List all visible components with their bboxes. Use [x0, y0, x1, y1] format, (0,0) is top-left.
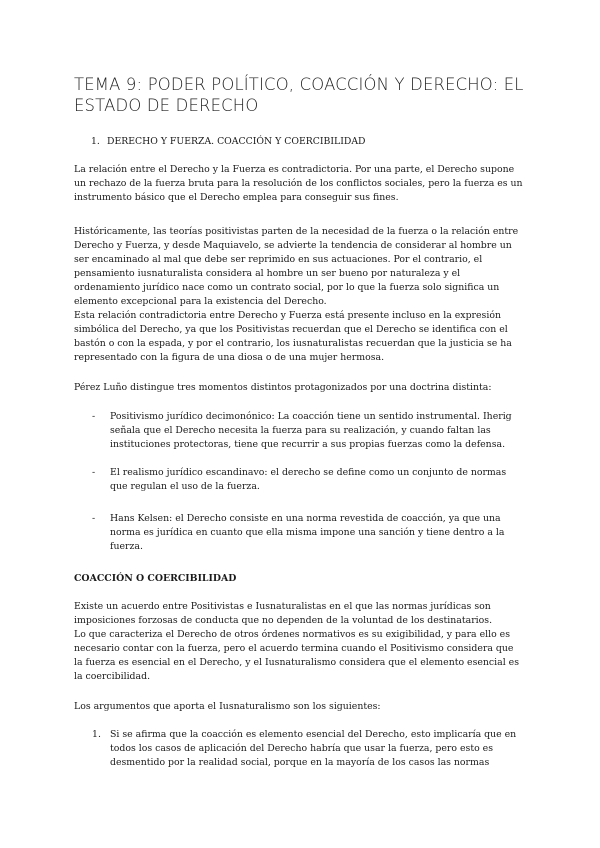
section-number: 1.	[91, 136, 100, 147]
title-line: ESTADO DE DERECHO	[74, 96, 259, 115]
text-line: Esta relación contradictoria entre Derecho y Fuerza está presente incluso en la expresión	[74, 310, 501, 321]
paragraph-history	[74, 225, 529, 365]
text-line: la coercibilidad.	[74, 671, 151, 682]
subheading: COACCIÓN O COERCIBILIDAD	[74, 573, 237, 584]
list-item	[92, 466, 550, 494]
text-line: Si se afirma que la coacción es elemento esencial del Derecho, esto implicaría que en	[110, 729, 517, 740]
text-line: desmentido por la realidad social, porque en la mayoría de los casos las normas	[110, 757, 490, 768]
list-item	[92, 410, 550, 452]
list-marker: -	[92, 411, 96, 422]
text-line: Lo que caracteriza el Derecho de otros órdenes normativos es su exigibilidad, y para ello es	[74, 629, 511, 640]
numbered-item	[92, 728, 550, 770]
text-line: El realismo jurídico escandinavo: el derecho se define como un conjunto de normas	[110, 467, 507, 478]
paragraph-perez-luno	[74, 381, 529, 395]
text-line: ser encaminado al mal que debe ser reprimido en sus actuaciones. Por el contrario, el	[74, 254, 483, 265]
text-line: Pérez Luño distingue tres momentos distintos protagonizados por una doctrina distinta:	[74, 382, 492, 393]
text-line: norma es jurídica en cuanto que ella misma impone una sanción y tiene dentro a la	[110, 527, 505, 538]
paragraph-arguments	[74, 700, 529, 714]
paragraph-coercibility	[74, 600, 529, 684]
section-heading	[91, 135, 531, 149]
text-line: fuerza.	[110, 541, 143, 552]
text-line: la fuerza es esencial en el Derecho, y el Iusnaturalismo considera que el elemento esencial es	[74, 657, 520, 668]
text-line: simbólica del Derecho, ya que los Positivistas recuerdan que el Derecho se identifica con el	[74, 324, 508, 335]
text-line: representado con la figura de una diosa o de una mujer hermosa.	[74, 352, 385, 363]
page-title	[74, 74, 534, 116]
text-line: Existe un acuerdo entre Positivistas e Iusnaturalistas en el que las normas jurídicas son	[74, 601, 491, 612]
title-line: TEMA 9: PODER POLÍTICO, COACCIÓN Y DERECHO: EL	[74, 75, 524, 94]
text-line: elemento excepcional para la existencia del Derecho.	[74, 296, 327, 307]
text-line: necesario contar con la fuerza, pero el acuerdo termina cuando el Positivismo considera que	[74, 643, 514, 654]
text-line: imposiciones forzosas de conducta que no dependen de la voluntad de los destinatarios.	[74, 615, 493, 626]
section-label: DERECHO Y FUERZA. COACCIÓN Y COERCIBILIDAD	[107, 136, 366, 147]
list-marker: -	[92, 467, 96, 478]
text-line: señala que el Derecho necesita la fuerza para su realización, y cuando faltan las	[110, 425, 491, 436]
text-line: bastón o con la espada, y por el contrario, los iusnaturalistas recuerdan que la justicia se ha	[74, 338, 512, 349]
list-item	[92, 512, 550, 554]
text-line: un rechazo de la fuerza bruta para la resolución de los conflictos sociales, pero la fuerza es un	[74, 178, 523, 189]
text-line: Históricamente, las teorías positivistas parten de la necesidad de la fuerza o la relación entre	[74, 226, 519, 237]
text-line: todos los casos de aplicación del Derecho habría que usar la fuerza, pero esto es	[110, 743, 493, 754]
text-line: La relación entre el Derecho y la Fuerza es contradictoria. Por una parte, el Derecho supone	[74, 164, 515, 175]
list-marker: -	[92, 513, 96, 524]
text-line: Positivismo jurídico decimonónico: La coacción tiene un sentido instrumental. Iherig	[110, 411, 512, 422]
text-line: Los argumentos que aporta el Iusnaturalismo son los siguientes:	[74, 701, 381, 712]
text-line: Derecho y Fuerza, y desde Maquiavelo, se advierte la tendencia de considerar al hombre un	[74, 240, 512, 251]
text-line: que regulan el uso de la fuerza.	[110, 481, 260, 492]
text-line: instrumento básico que el Derecho emplea para conseguir sus fines.	[74, 192, 399, 203]
paragraph-intro	[74, 163, 529, 205]
text-line: ordenamiento jurídico nace como un contrato social, por lo que la fuerza solo significa un	[74, 282, 500, 293]
text-line: Hans Kelsen: el Derecho consiste en una norma revestida de coacción, ya que una	[110, 513, 501, 524]
list-marker: 1.	[92, 729, 101, 740]
text-line: instituciones protectoras, tiene que recurrir a sus propias fuerzas como la defensa.	[110, 439, 506, 450]
text-line: pensamiento iusnaturalista considera al hombre un ser bueno por naturaleza y el	[74, 268, 461, 279]
